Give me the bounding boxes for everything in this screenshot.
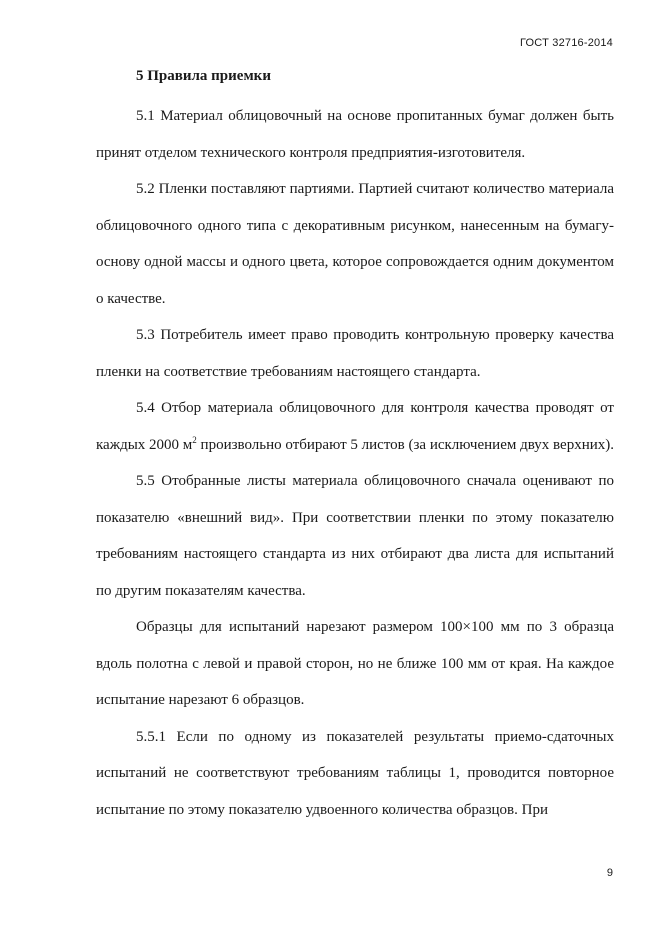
paragraph-5-1: 5.1 Материал облицовочный на основе пропитанных бумаг должен быть принят отделом технического контроля предприятия-изготовителя.: [96, 108, 614, 161]
page-number: 9: [606, 867, 613, 879]
paragraph-5-4-text-start: 5.4 Отбор материала облицовочного для контроля качества проводят от каждых 2000 м: [96, 400, 614, 453]
paragraph-5-5-1: 5.5.1 Если по одному из показателей результаты приемо-сдаточных испытаний не соответствуют требованиям таблицы 1, проводится повторное испытание по этому показателю удвоенного количества образцов. При: [96, 728, 614, 818]
paragraph-samples: Образцы для испытаний нарезают размером 100×100 мм по 3 образца вдоль полотна с левой и правой сторон, но не ближе 100 мм от края. На каждое испытание нарезают 6 образцов.: [96, 619, 614, 708]
paragraph-5-2: 5.2 Пленки поставляют партиями. Партией считают количество материала облицовочного одного типа с декоративным рисунком, нанесенным на бумагу-основу одной массы и одного цвета, которое сопровождается одним документом о качестве.: [96, 181, 614, 307]
paragraph-5-5: 5.5 Отобранные листы материала облицовочного сначала оценивают по показателю «внешний вид». При соответствии пленки по этому показателю требованиям настоящего стандарта из них отбирают два листа для испытаний по другим показателям качества.: [96, 473, 614, 599]
section-title: 5 Правила приемки: [136, 68, 271, 84]
document-code-header: ГОСТ 32716-2014: [520, 37, 613, 49]
paragraph-5-4-text-end: произвольно отбирают 5 листов (за исключением двух верхних).: [196, 436, 614, 453]
paragraph-5-3: 5.3 Потребитель имеет право проводить контрольную проверку качества пленки на соответствие требованиям настоящего стандарта.: [96, 327, 614, 380]
paragraph-5-4: [96, 390, 614, 463]
page-content: [96, 64, 614, 828]
superscript-square: 2: [192, 434, 197, 445]
